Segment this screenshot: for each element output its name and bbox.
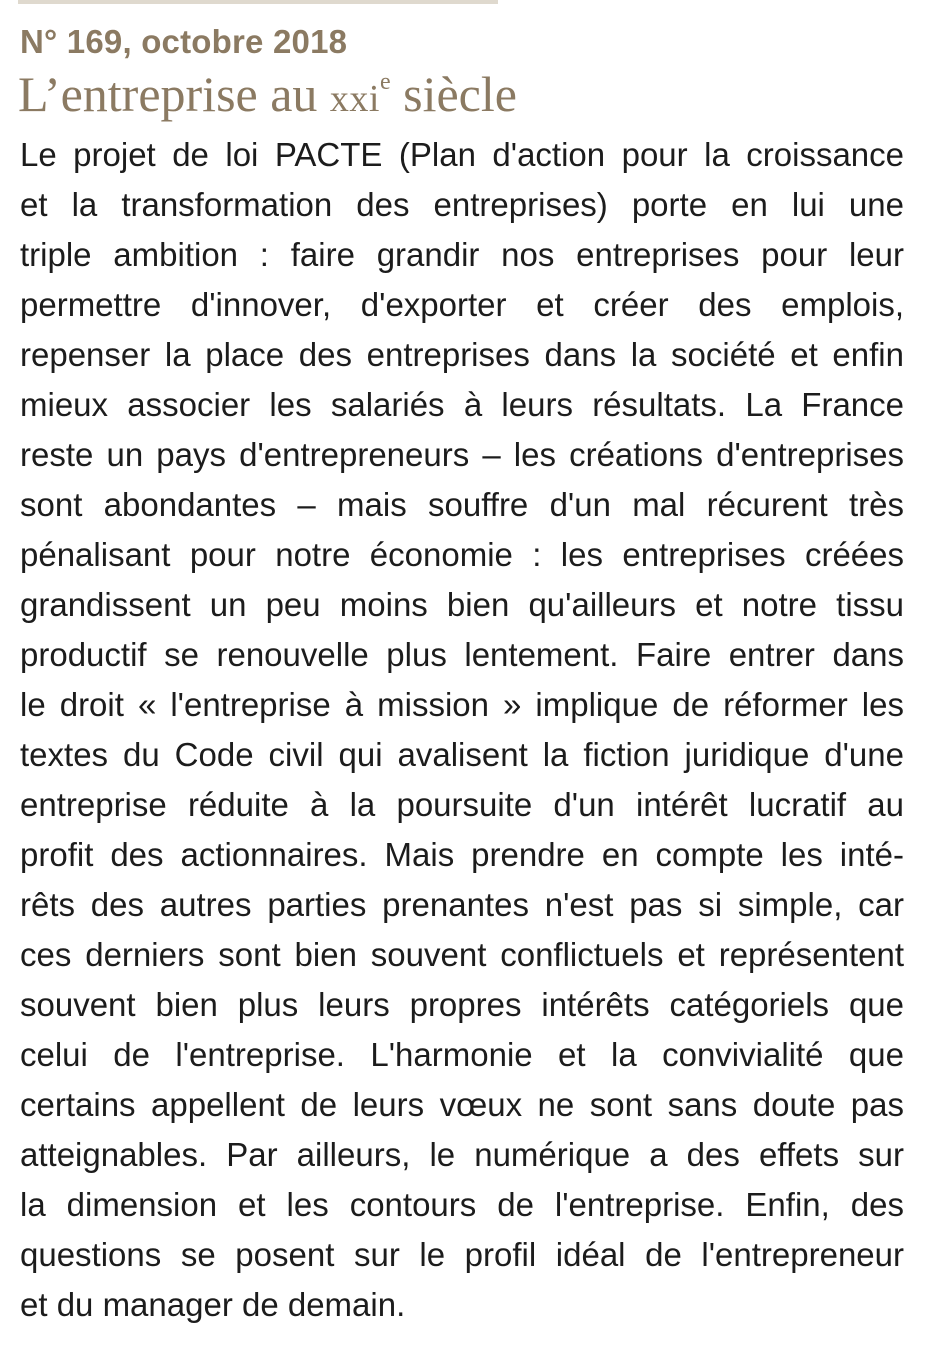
body-line: Le projet de loi PACTE (Plan d'action pour la croissance xyxy=(20,136,904,173)
title-prefix: L’entreprise au xyxy=(18,66,330,122)
body-line: rêts des autres parties prenantes n'est pas si simple, car xyxy=(20,886,904,923)
page-title xyxy=(18,66,517,127)
body-line: mieux associer les salariés à leurs résultats. La France xyxy=(20,386,904,423)
body-line: souvent bien plus leurs propres intérêts catégoriels que xyxy=(20,986,904,1023)
body-line: et du manager de demain. xyxy=(20,1286,406,1323)
body-line: repenser la place des entreprises dans la société et enfin xyxy=(20,336,904,373)
body-line: ces derniers sont bien souvent conflictuels et représentent xyxy=(20,936,904,973)
top-cropped-strip xyxy=(18,0,498,4)
body-line: triple ambition : faire grandir nos entreprises pour leur xyxy=(20,236,904,273)
body-line: et la transformation des entreprises) porte en lui une xyxy=(20,186,904,223)
body-line: questions se posent sur le profil idéal de l'entrepreneur xyxy=(20,1236,904,1273)
title-suffix: siècle xyxy=(390,66,517,122)
issue-label: N° 169, octobre 2018 xyxy=(20,23,348,60)
body-line: sont abondantes – mais souffre d'un mal récurent très xyxy=(20,486,904,523)
article-body xyxy=(20,130,904,1330)
body-line: reste un pays d'entrepreneurs – les créations d'entreprises xyxy=(20,436,904,473)
body-line: la dimension et les contours de l'entreprise. Enfin, des xyxy=(20,1186,904,1223)
body-line: textes du Code civil qui avalisent la fiction juridique d'une xyxy=(20,736,904,773)
body-line: entreprise réduite à la poursuite d'un intérêt lucratif au xyxy=(20,786,904,823)
body-line: certains appellent de leurs vœux ne sont sans doute pas xyxy=(20,1086,904,1123)
body-line: pénalisant pour notre économie : les entreprises créées xyxy=(20,536,904,573)
body-line: celui de l'entreprise. L'harmonie et la convivialité que xyxy=(20,1036,904,1073)
title-century-superscript: e xyxy=(379,69,391,96)
body-line: grandissent un peu moins bien qu'ailleurs et notre tissu xyxy=(20,586,904,623)
title-century: xxi xyxy=(329,78,380,120)
body-line: le droit « l'entreprise à mission » implique de réformer les xyxy=(20,686,904,723)
body-line: profit des actionnaires. Mais prendre en compte les inté- xyxy=(20,836,904,873)
body-line: productif se renouvelle plus lentement. Faire entrer dans xyxy=(20,636,904,673)
body-line: permettre d'innover, d'exporter et créer des emplois, xyxy=(20,286,904,323)
body-line: atteignables. Par ailleurs, le numérique a des effets sur xyxy=(20,1136,904,1173)
